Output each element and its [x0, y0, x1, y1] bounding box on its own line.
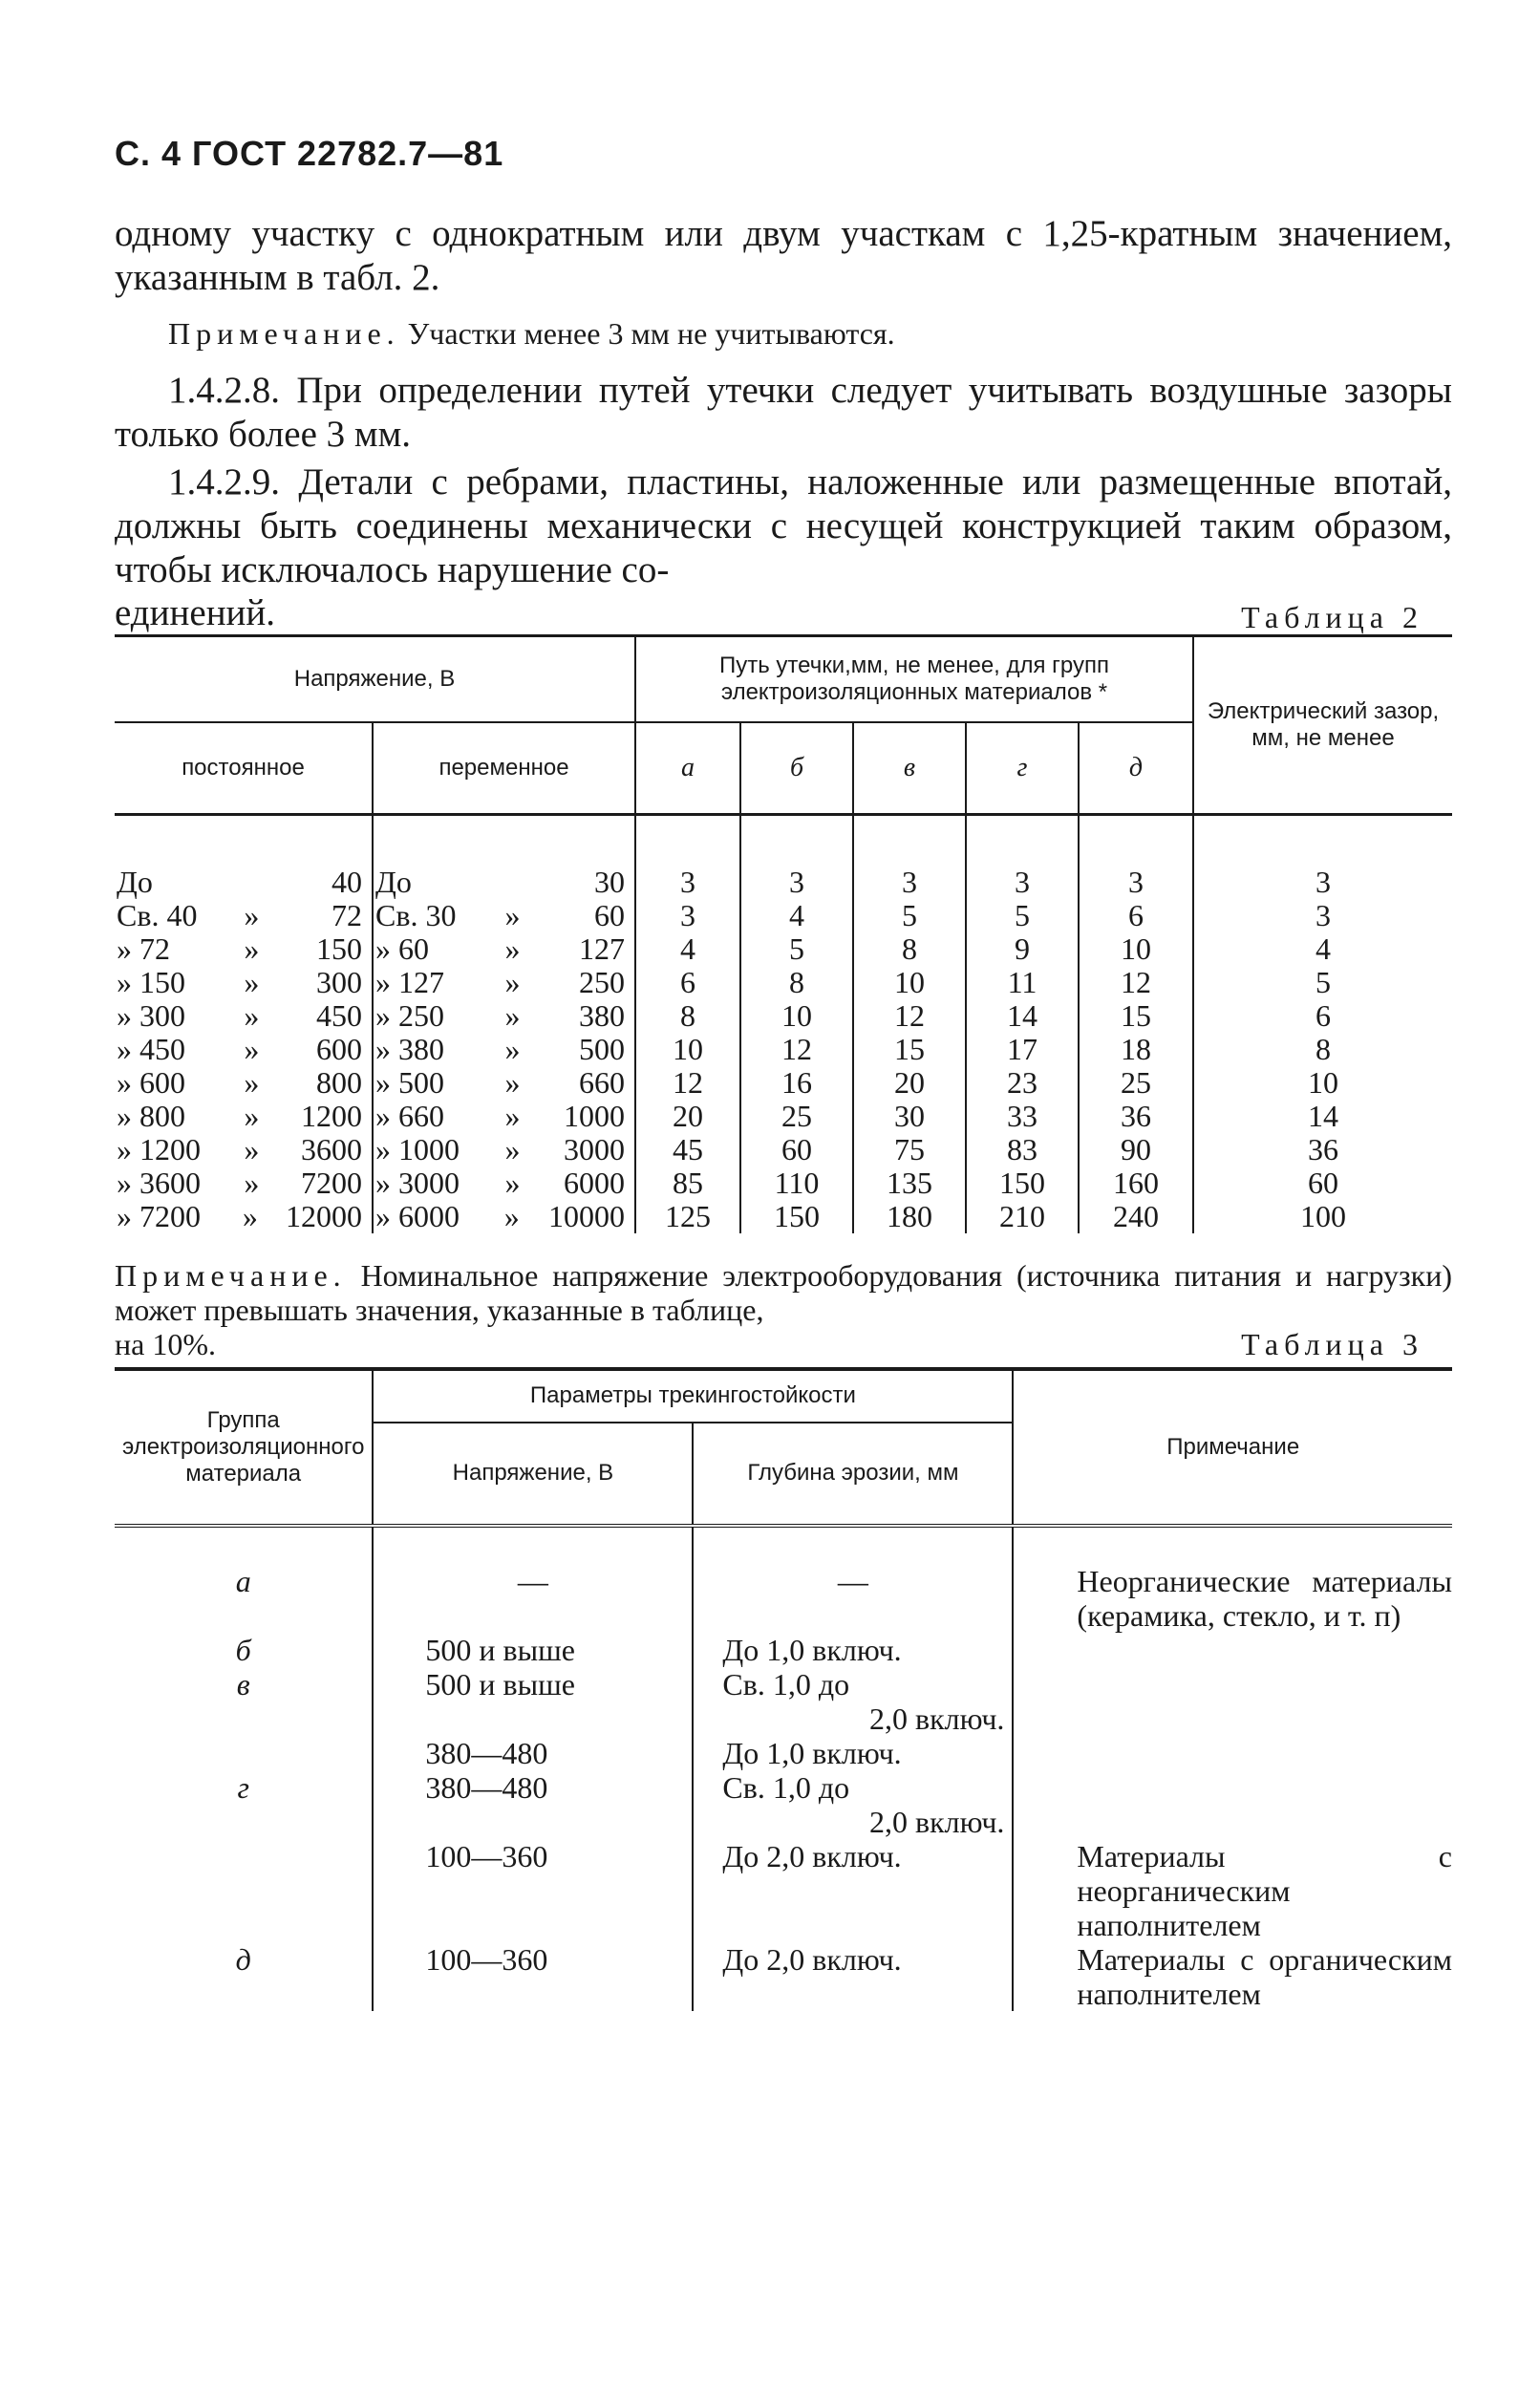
table-2-header-group-v: в: [853, 722, 966, 814]
ac-voltage-range: [373, 1200, 635, 1233]
dc-voltage-range: [115, 932, 373, 966]
erosion-depth-cell: [693, 1736, 1013, 1770]
note-cell: [1013, 1633, 1452, 1667]
material-group-cell: д: [235, 1941, 251, 1977]
ac-voltage-to: 60: [594, 897, 625, 932]
leakage-path-cell: 25: [740, 1100, 853, 1133]
ac-voltage-from: » 660: [375, 1098, 444, 1133]
leakage-path-cell: 10: [1079, 932, 1193, 966]
table-2-header-voltage: Напряжение, В: [115, 636, 635, 723]
ac-voltage-from: » 127: [375, 964, 444, 999]
erosion-depth-line-2: 2,0 включ.: [869, 1804, 1005, 1839]
leakage-path-cell: 75: [853, 1133, 966, 1166]
leakage-path-cell: 9: [966, 932, 1079, 966]
leakage-path-cell: 15: [1079, 999, 1193, 1033]
ac-voltage-quote: »: [504, 997, 521, 1033]
leakage-path-cell: 135: [853, 1166, 966, 1200]
dc-voltage-quote: »: [244, 897, 260, 932]
ac-voltage-from: » 3000: [375, 1165, 460, 1200]
leakage-path-cell: 4: [635, 932, 740, 966]
ac-voltage-range: [373, 814, 635, 899]
ac-voltage-range: [373, 966, 635, 999]
erosion-depth-line: До 1,0 включ.: [722, 1735, 902, 1770]
leakage-path-cell: 5: [853, 899, 966, 932]
dc-voltage-from: » 3600: [117, 1165, 201, 1200]
leakage-path-cell: 12: [853, 999, 966, 1033]
table-3-header-params: Параметры трекингостойкости: [373, 1369, 1013, 1423]
dc-voltage-to: 12000: [286, 1198, 362, 1233]
leakage-path-cell: 110: [740, 1166, 853, 1200]
note-2: [115, 1258, 1452, 1361]
table-2-row: [115, 1166, 1452, 1200]
note-cell: Неорганические материалы (керамика, стекло, и т. п): [1013, 1526, 1452, 1633]
paragraph-1-4-2-9-end: [115, 592, 1452, 634]
ac-voltage-range: [373, 1033, 635, 1066]
table-2-header-dc: постоянное: [115, 722, 373, 814]
ac-voltage-to: 3000: [564, 1131, 625, 1166]
erosion-depth-cell: [693, 1770, 1013, 1839]
ac-voltage-from: До: [375, 864, 412, 899]
erosion-depth-line: Св. 1,0 до: [722, 1666, 850, 1701]
dc-voltage-from: » 300: [117, 997, 185, 1033]
gap-cell: 8: [1193, 1033, 1452, 1066]
dc-voltage-to: 3600: [301, 1131, 362, 1166]
dc-voltage-range: [115, 1066, 373, 1100]
ac-voltage-from: » 1000: [375, 1131, 460, 1166]
tracking-voltage-cell: 500 и выше: [373, 1633, 693, 1667]
gap-cell: 14: [1193, 1100, 1452, 1133]
table-2-header-group-d: д: [1079, 722, 1193, 814]
dc-voltage-from: » 450: [117, 1031, 185, 1066]
dc-voltage-from: » 1200: [117, 1131, 201, 1166]
erosion-depth-line: До 1,0 включ.: [722, 1632, 902, 1667]
leakage-path-cell: 8: [635, 999, 740, 1033]
leakage-path-cell: 4: [740, 899, 853, 932]
erosion-depth-line: До 2,0 включ.: [722, 1838, 902, 1873]
tracking-voltage-cell: 380—480: [373, 1736, 693, 1770]
leakage-path-cell: 150: [740, 1200, 853, 1233]
table-3-header-voltage: Напряжение, В: [373, 1423, 693, 1526]
gap-cell: 3: [1193, 814, 1452, 899]
ac-voltage-quote: »: [504, 964, 521, 999]
dc-voltage-to: 72: [332, 897, 362, 932]
dc-voltage-range: [115, 1133, 373, 1166]
table-2-row: [115, 932, 1452, 966]
leakage-path-cell: 33: [966, 1100, 1079, 1133]
leakage-path-cell: 8: [853, 932, 966, 966]
note-1-text: Участки менее 3 мм не учитываются.: [407, 316, 895, 351]
note-cell: [1013, 1736, 1452, 1770]
ac-voltage-to: 1000: [564, 1098, 625, 1133]
leakage-path-cell: 18: [1079, 1033, 1193, 1066]
ac-voltage-from: » 6000: [375, 1198, 460, 1233]
leakage-path-cell: 8: [740, 966, 853, 999]
ac-voltage-from: » 250: [375, 997, 444, 1033]
ac-voltage-quote: »: [504, 1098, 521, 1133]
ac-voltage-to: 30: [594, 864, 625, 899]
table-3-row: [115, 1770, 1452, 1839]
note-cell: [1013, 1667, 1452, 1736]
table-2-header-gap: Электрический зазор, мм, не менее: [1193, 636, 1452, 815]
erosion-depth-line-2: 2,0 включ.: [869, 1701, 1005, 1736]
leakage-path-cell: 10: [853, 966, 966, 999]
table-3-caption: Таблица 3: [1241, 1326, 1423, 1361]
dc-voltage-to: 450: [316, 997, 362, 1033]
ac-voltage-quote: [498, 866, 527, 899]
leakage-path-cell: 17: [966, 1033, 1079, 1066]
material-group-cell: [115, 1736, 373, 1770]
leakage-path-cell: 150: [966, 1166, 1079, 1200]
dc-voltage-range: [115, 966, 373, 999]
leakage-path-cell: 210: [966, 1200, 1079, 1233]
dc-voltage-quote: »: [242, 1198, 258, 1233]
note-1-label: Примечание.: [168, 316, 400, 351]
ac-voltage-quote: »: [504, 1131, 521, 1166]
leakage-path-cell: 10: [635, 1033, 740, 1066]
leakage-path-cell: 5: [966, 899, 1079, 932]
dc-voltage-quote: »: [244, 997, 260, 1033]
ac-voltage-to: 660: [579, 1064, 625, 1100]
table-2-row: [115, 1133, 1452, 1166]
paragraph-1-4-2-9: 1.4.2.9. Детали с ребрами, пластины, наложенные или размещенные впотай, должны быть соединены механически с несущей конструкцией таким образом, чтобы исключалось нарушение со-: [115, 461, 1452, 590]
leakage-path-cell: 20: [635, 1100, 740, 1133]
dc-voltage-quote: »: [244, 1031, 260, 1066]
dc-voltage-from: » 600: [117, 1064, 185, 1100]
note-1: [115, 313, 1452, 353]
leakage-path-cell: 85: [635, 1166, 740, 1200]
erosion-depth-cell: [693, 1526, 1013, 1633]
paragraph-1-4-2-9-last-line: единений.: [115, 592, 276, 633]
dc-voltage-to: 800: [316, 1064, 362, 1100]
ac-voltage-to: 250: [579, 964, 625, 999]
table-3-row: [115, 1667, 1452, 1736]
table-2-row: [115, 1200, 1452, 1233]
leakage-path-cell: 3: [1079, 814, 1193, 899]
tracking-voltage-cell: 100—360: [373, 1839, 693, 1942]
table-2-header-group-b: б: [740, 722, 853, 814]
leakage-path-cell: 83: [966, 1133, 1079, 1166]
dc-voltage-to: 600: [316, 1031, 362, 1066]
dc-voltage-range: [115, 1033, 373, 1066]
table-3-row: [115, 1942, 1452, 2011]
tracking-voltage-cell: —: [373, 1526, 693, 1633]
gap-cell: 4: [1193, 932, 1452, 966]
ac-voltage-quote: »: [504, 1064, 521, 1100]
ac-voltage-range: [373, 1166, 635, 1200]
table-3-row: [115, 1736, 1452, 1770]
table-2-row: [115, 1033, 1452, 1066]
paragraph-1-4-2-8: 1.4.2.8. При определении путей утечки следует учитывать воздушные зазоры только более 3 мм.: [115, 370, 1452, 455]
dc-voltage-range: [115, 1200, 373, 1233]
ac-voltage-to: 380: [579, 997, 625, 1033]
table-3-header-group: Группа электроизоляционного материала: [115, 1369, 373, 1526]
leakage-path-cell: 20: [853, 1066, 966, 1100]
leakage-path-cell: 240: [1079, 1200, 1193, 1233]
leakage-path-cell: 3: [853, 814, 966, 899]
leakage-path-cell: 10: [740, 999, 853, 1033]
dc-voltage-range: [115, 1100, 373, 1133]
table-2-header-leakage-path: Путь утечки,мм, не менее, для групп электроизоляционных материалов *: [635, 636, 1193, 723]
dc-voltage-to: 1200: [301, 1098, 362, 1133]
tracking-voltage-cell: 100—360: [373, 1942, 693, 2011]
table-2-row: [115, 899, 1452, 932]
leakage-path-cell: 30: [853, 1100, 966, 1133]
leakage-path-cell: 12: [1079, 966, 1193, 999]
leakage-path-cell: 45: [635, 1133, 740, 1166]
leakage-path-cell: 25: [1079, 1066, 1193, 1100]
leakage-path-cell: 90: [1079, 1133, 1193, 1166]
leakage-path-cell: 11: [966, 966, 1079, 999]
leakage-path-cell: 12: [740, 1033, 853, 1066]
ac-voltage-range: [373, 1066, 635, 1100]
document-page: [115, 134, 1452, 2011]
ac-voltage-range: [373, 999, 635, 1033]
note-2-label: Примечание.: [115, 1257, 347, 1293]
note-cell: Материалы с неорганическим наполнителем: [1013, 1839, 1452, 1942]
dc-voltage-from: » 150: [117, 964, 185, 999]
dc-voltage-from: » 72: [117, 931, 170, 966]
table-3-row: [115, 1526, 1452, 1633]
ac-voltage-range: [373, 1133, 635, 1166]
ac-voltage-to: 127: [579, 931, 625, 966]
table-2: [115, 634, 1452, 1233]
material-group-cell: в: [236, 1666, 250, 1701]
material-group-cell: [115, 1839, 373, 1942]
leakage-path-cell: 6: [1079, 899, 1193, 932]
erosion-depth-line: —: [837, 1563, 868, 1598]
note-cell: Материалы с органическим наполнителем: [1013, 1942, 1452, 2011]
material-group-cell: а: [235, 1563, 251, 1598]
leakage-path-cell: 23: [966, 1066, 1079, 1100]
dc-voltage-quote: [237, 866, 267, 899]
erosion-depth-cell: [693, 1942, 1013, 2011]
ac-voltage-from: » 380: [375, 1031, 444, 1066]
leakage-path-cell: 12: [635, 1066, 740, 1100]
table-2-caption: Таблица 2: [1241, 600, 1423, 634]
ac-voltage-to: 10000: [547, 1198, 625, 1233]
ac-voltage-to: 500: [579, 1031, 625, 1066]
ac-voltage-from: Св. 30: [375, 897, 457, 932]
erosion-depth-line: Св. 1,0 до: [722, 1769, 850, 1805]
ac-voltage-range: [373, 899, 635, 932]
dc-voltage-range: [115, 1166, 373, 1200]
leakage-path-cell: 14: [966, 999, 1079, 1033]
dc-voltage-from: » 800: [117, 1098, 185, 1133]
dc-voltage-range: [115, 999, 373, 1033]
material-group-cell: г: [237, 1769, 249, 1805]
table-3: [115, 1367, 1452, 2011]
table-3-row: [115, 1633, 1452, 1667]
gap-cell: 10: [1193, 1066, 1452, 1100]
dc-voltage-from: До: [117, 864, 153, 899]
table-2-row: [115, 966, 1452, 999]
dc-voltage-to: 300: [316, 964, 362, 999]
dc-voltage-quote: »: [244, 931, 260, 966]
dc-voltage-to: 7200: [301, 1165, 362, 1200]
erosion-depth-cell: [693, 1633, 1013, 1667]
table-2-header-group-g: г: [966, 722, 1079, 814]
gap-cell: 6: [1193, 999, 1452, 1033]
leakage-path-cell: 5: [740, 932, 853, 966]
ac-voltage-range: [373, 1100, 635, 1133]
erosion-depth-line: До 2,0 включ.: [722, 1941, 902, 1977]
dc-voltage-to: 40: [332, 864, 362, 899]
ac-voltage-range: [373, 932, 635, 966]
ac-voltage-quote: »: [504, 1165, 521, 1200]
table-3-row: [115, 1839, 1452, 1942]
gap-cell: 3: [1193, 899, 1452, 932]
table-2-row: [115, 1100, 1452, 1133]
note-2-text: Номинальное напряжение электрооборудования (источника питания и нагрузки) может превышать значения, указанные в таблице,: [115, 1257, 1453, 1327]
intro-paragraph: одному участку с однократным или двум участкам с 1,25-кратным значением, указанным в табл. 2.: [115, 213, 1452, 298]
ac-voltage-to: 6000: [564, 1165, 625, 1200]
dc-voltage-range: [115, 814, 373, 899]
leakage-path-cell: 15: [853, 1033, 966, 1066]
leakage-path-cell: 60: [740, 1133, 853, 1166]
dc-voltage-quote: »: [244, 1098, 260, 1133]
dc-voltage-from: Св. 40: [117, 897, 198, 932]
dc-voltage-quote: »: [244, 964, 260, 999]
dc-voltage-range: [115, 899, 373, 932]
table-2-row: [115, 999, 1452, 1033]
page-header: С. 4 ГОСТ 22782.7—81: [115, 134, 504, 173]
leakage-path-cell: 6: [635, 966, 740, 999]
ac-voltage-quote: »: [504, 1031, 521, 1066]
tracking-voltage-cell: 380—480: [373, 1770, 693, 1839]
leakage-path-cell: 125: [635, 1200, 740, 1233]
ac-voltage-from: » 500: [375, 1064, 444, 1100]
gap-cell: 5: [1193, 966, 1452, 999]
dc-voltage-quote: »: [244, 1165, 260, 1200]
leakage-path-cell: 3: [966, 814, 1079, 899]
gap-cell: 100: [1193, 1200, 1452, 1233]
table-2-body: [115, 814, 1452, 1233]
dc-voltage-from: » 7200: [117, 1198, 201, 1233]
table-3-header-note: Примечание: [1013, 1369, 1452, 1526]
table-2-header-ac: переменное: [373, 722, 635, 814]
gap-cell: 36: [1193, 1133, 1452, 1166]
erosion-depth-cell: [693, 1667, 1013, 1736]
table-2-header-group-a: а: [635, 722, 740, 814]
ac-voltage-quote: »: [504, 931, 521, 966]
leakage-path-cell: 3: [635, 814, 740, 899]
tracking-voltage-cell: 500 и выше: [373, 1667, 693, 1736]
ac-voltage-from: » 60: [375, 931, 429, 966]
dc-voltage-quote: »: [244, 1064, 260, 1100]
dc-voltage-to: 150: [316, 931, 362, 966]
leakage-path-cell: 36: [1079, 1100, 1193, 1133]
ac-voltage-quote: »: [503, 1198, 520, 1233]
erosion-depth-cell: [693, 1839, 1013, 1942]
leakage-path-cell: 3: [740, 814, 853, 899]
leakage-path-cell: 180: [853, 1200, 966, 1233]
dc-voltage-quote: »: [244, 1131, 260, 1166]
leakage-path-cell: 3: [635, 899, 740, 932]
gap-cell: 60: [1193, 1166, 1452, 1200]
table-2-row: [115, 814, 1452, 899]
note-cell: [1013, 1770, 1452, 1839]
leakage-path-cell: 160: [1079, 1166, 1193, 1200]
leakage-path-cell: 16: [740, 1066, 853, 1100]
ac-voltage-quote: »: [504, 897, 521, 932]
table-2-row: [115, 1066, 1452, 1100]
table-3-body: [115, 1526, 1452, 2011]
table-3-header-depth: Глубина эрозии, мм: [693, 1423, 1013, 1526]
material-group-cell: б: [235, 1632, 251, 1667]
note-2-last-line: на 10%.: [115, 1326, 216, 1361]
